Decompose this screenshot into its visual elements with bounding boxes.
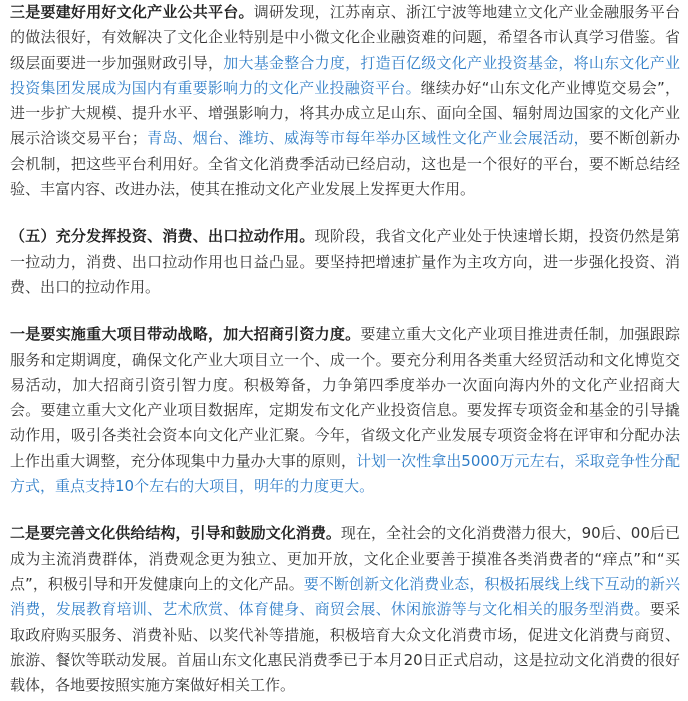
paragraph-text: 现在，全社会的文化消费潜力很大，90后、00后已成为主流消费群体，消费观念更为独立、更加开放，文化企业要善于摸准各类消费者的“痒点”和“买点”，积极引导和开发健康向上的文化产品。 (10, 524, 680, 593)
paragraph-cultural-consumption (10, 521, 680, 698)
paragraph-lead: 一是要实施重大项目带动战略，加大招商引资力度。 (10, 325, 361, 344)
paragraph-major-projects (10, 322, 680, 499)
paragraph-investment-consumption-export (10, 224, 680, 300)
paragraph-text: 要不断创新办会机制，把这些平台利用好。全省文化消费季活动已经启动，这也是一个很好的平台，要不断总结经验、丰富内容、改进办法，使其在推动文化产业发展上发挥更大作用。 (10, 129, 680, 199)
highlighted-text: 青岛、烟台、潍坊、威海等市每年举办区域性文化产业会展活动， (146, 129, 589, 148)
paragraph-text: 要建立重大文化产业项目推进责任制，加强跟踪服务和定期调度，确保文化产业大项目立一个、成一个。要充分利用各类重大经贸活动和文化博览交易活动，加大招商引资引智力度。积极筹备，力争第四季度举办一次面向海内外的文化产业招商大会。要建立重大文化产业项目数据库，定期发布文化产业投资信息。要发挥专项资金和基金的引导撬动作用，吸引各类社会资本向文化产业汇聚。今年，省级文化产业发展专项资金将在评审和分配办法上作出重大调整，充分体现集中力量办大事的原则， (10, 325, 680, 470)
paragraph-text: 调研发现，江苏南京、浙江宁波等地建立文化产业金融服务平台的做法很好，有效解决了文化企业特别是中小微文化企业融资难的问题，希望各市认真学习借鉴。省级层面要进一步加强财政引导， (10, 3, 680, 72)
paragraph-public-platform (10, 0, 680, 202)
highlighted-text: 要不断创新文化消费业态，积极拓展线上线下互动的新兴消费，发展教育培训、艺术欣赏、体育健身、商贸会展、休闲旅游等与文化相关的服务型消费。 (10, 574, 680, 619)
paragraph-lead: 三是要建好用好文化产业公共平台。 (10, 3, 254, 21)
highlighted-text: 加大基金整合力度，打造百亿级文化产业投资基金，将山东文化产业投资集团发展成为国内有重要影响力的文化产业投融资平台。 (10, 53, 680, 97)
highlighted-text: 计划一次性拿出5000万元左右，采取竞争性分配方式，重点支持10个左右的大项目，明年的力度更大。 (10, 451, 680, 496)
paragraph-text: 现阶段，我省文化产业处于快速增长期，投资仍然是第一拉动力，消费、出口拉动作用也日益凸显。要坚持把增速扩量作为主攻方向，进一步强化投资、消费、出口的拉动作用。 (10, 227, 680, 296)
paragraph-lead: （五）充分发挥投资、消费、出口拉动作用。 (10, 227, 315, 246)
paragraph-text: 要采取政府购买服务、消费补贴、以奖代补等措施，积极培育大众文化消费市场，促进文化消费与商贸、旅游、餐饮等联动发展。首届山东文化惠民消费季已于本月20日正式启动，这是拉动文化消费的很好载体，各地要按照实施方案做好相关工作。 (10, 600, 680, 695)
paragraph-lead: 二是要完善文化供给结构，引导和鼓励文化消费。 (10, 524, 341, 543)
paragraph-text: 继续办好“山东文化产业博览交易会”，进一步扩大规模、提升水平、增强影响力，将其办成立足山东、面向全国、辐射周边国家的文化产业展示洽谈交易平台； (10, 78, 680, 148)
